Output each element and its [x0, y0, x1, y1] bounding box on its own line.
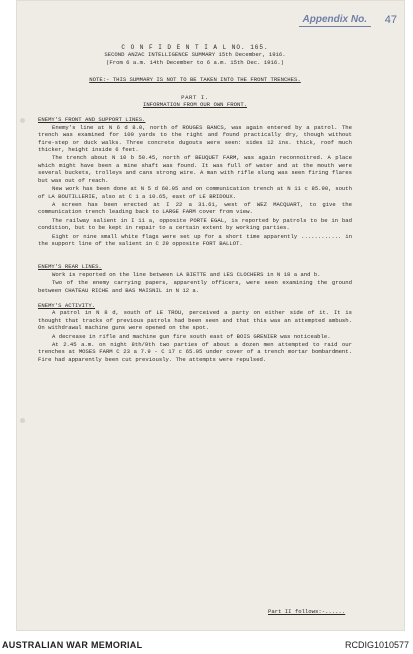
section-front-lines	[38, 108, 352, 247]
section-rear-lines	[38, 255, 352, 294]
appendix-stamp: Appendix No.	[299, 14, 371, 27]
doc-date-range: (From 6 a.m. 14th December to 6 a.m. 15th Dec. 1916.)	[106, 58, 284, 66]
document-body	[38, 44, 352, 363]
distribution-note: NOTE:- THIS SUMMARY IS NOT TO BE TAKEN INTO THE FRONT TRENCHES.	[89, 76, 301, 84]
paragraph: Enemy's line at N 6 d 8.0, north of ROUGES BANCS, was again entered by a patrol. The trench was examined for 100 yards to the right and found practically dry, though without fire-step or duck walks. Three concrete dugouts were seen: sides 12 ins. thick, roof much thicker, height inside 6 feet.	[38, 123, 352, 154]
paragraph: Two of the enemy carrying papers, apparently officers, were seen examining the ground between CHATEAU RICHE and BAS MAISNIL in N 12 a.	[38, 279, 352, 294]
punch-hole	[20, 118, 25, 123]
section-heading: ENEMY'S ACTIVITY.	[38, 301, 96, 309]
paragraph: At 2.45 a.m. on night 8th/9th two parties of about a dozen men attempted to raid our trenches at MOSES FARM C 23 a 7.9 - C 17 c 65.05 under cover of a trench mortar bombardment. Fire had apparently been cut previously. The attempts were repulsed.	[38, 341, 352, 363]
paragraph: A decrease in rifle and machine gun fire south east of BOIS GRENIER was noticeable.	[52, 332, 331, 340]
paragraph: Work is reported on the line between LA BIETTE and LES CLOCHERS in N 18 a and b.	[52, 270, 321, 278]
part-title: INFORMATION FROM OUR OWN FRONT.	[142, 101, 248, 109]
archive-name: AUSTRALIAN WAR MEMORIAL	[2, 640, 143, 650]
folio-number: 47	[384, 14, 397, 26]
paragraph: New work has been done at N 5 d 60.05 and on communication trench at N 11 c 85.90, south of LA BOUTILLERIE, also at C 1 a 10.65, east of LE BRIDOUX.	[38, 185, 352, 200]
paragraph: Eight or nine small white flags were set up for a short time apparently ............ in the support line of the salient in C 29 opposite FORT BALLOT.	[38, 232, 352, 247]
paragraph: A patrol in N 8 d, south of LE TROU, perceived a party on either side of it. It is thought that tracks of previous patrols had been seen and that this was an attempted ambush. On withdrawal machine guns were opened on the spot.	[38, 309, 352, 332]
section-heading: ENEMY'S FRONT AND SUPPORT LINES.	[38, 116, 146, 124]
record-id: RCDIG1010577	[344, 640, 409, 650]
paragraph: A screen has been erected at I 22 a 31.61, west of WEZ MACQUART, to give the communication trench leading back to LARGE FARM cover from view.	[38, 200, 352, 216]
punch-hole	[20, 418, 25, 423]
section-activity	[38, 294, 352, 363]
section-heading: ENEMY'S REAR LINES.	[38, 263, 102, 271]
part-label: PART I.	[181, 93, 209, 101]
doc-title: C O N F I D E N T I A L NO. 165.	[121, 44, 269, 51]
doc-subtitle: SECOND ANZAC INTELLIGENCE SUMMARY 15th December, 1916.	[104, 51, 286, 59]
paragraph: The trench about N 10 b 50.45, north of BEUQUET FARM, was again reconnoitred. A place which might have been a mine shaft was found. It was full of water and at the mouth were several buckets, trolleys and cans strong wire. A man with rifle slung was seen firing flares but was out of reach.	[38, 154, 352, 184]
paragraph: The railway salient in I 11 a, opposite PORTE EGAL, is reported by patrols to be in bad condition, but to be kept in repair to a certain extent by working parties.	[38, 216, 352, 232]
archive-caption-bar	[0, 631, 413, 654]
continuation-note: Part II follows:-......	[268, 608, 346, 615]
